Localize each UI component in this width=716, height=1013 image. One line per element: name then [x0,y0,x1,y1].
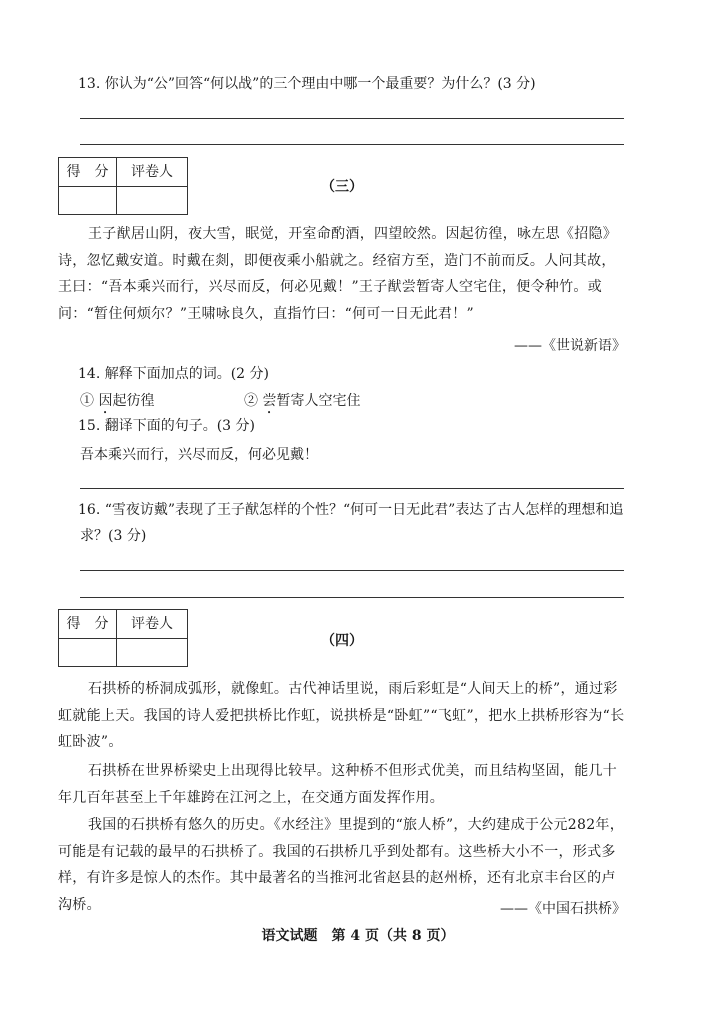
grader-label: 评卷人 [131,164,173,180]
dotted-word: 尝 [262,393,277,409]
q15-sentence: 吾本乘兴而行，兴尽而反，何必见戴！ [80,447,318,463]
question-16-line-2: 求？(3 分) [80,528,147,544]
score-label: 得 分 [59,610,117,638]
grader-cell[interactable] [117,187,187,215]
score-cell[interactable] [59,639,117,667]
score-table [58,609,188,667]
q14-item-2 [244,390,360,417]
score-table [58,157,188,215]
answer-line[interactable] [80,144,624,145]
page-footer: 语文试题 第 4 页（共 8 页） [261,928,455,944]
question-13: 13. 你认为“公”回答“何以战”的三个理由中哪一个最重要？为什么？(3 分) [78,76,536,92]
passage-paragraph-3: 我国的石拱桥有悠久的历史。《水经注》里提到的“旅人桥”，大约建成于公元282年，可能是有记载的最早的石拱桥了。我国的石拱桥几乎到处都有。这些桥大小不一，形式多样，有许多是惊人的杰作。其中最著名的当推河北省赵县的赵州桥，还有北京丰台区的卢沟桥。 [58,817,625,913]
passage-source: ——《世说新语》 [514,338,626,354]
item-text: 暂寄人空宅住 [276,393,361,409]
answer-line[interactable] [80,118,624,119]
item-number: ② [244,393,258,409]
grader-cell[interactable] [117,639,187,667]
section-title-4: （四） [321,633,363,649]
item-number: ① [80,393,94,409]
item-text: 起彷徨 [112,393,155,409]
answer-line[interactable] [80,597,624,598]
passage-source: ——《中国石拱桥》 [500,901,626,917]
question-15: 15. 翻译下面的句子。(3 分) [78,418,255,434]
answer-line[interactable] [80,570,624,571]
section-title-3: （三） [321,179,363,195]
q14-item-1 [80,390,154,417]
score-cell[interactable] [59,187,117,215]
question-16-line-1: 16. “雪夜访戴”表现了王子猷怎样的个性？“何可一日无此君”表达了古人怎样的理想和追 [78,502,624,518]
dotted-word: 因 [98,393,113,409]
passage-paragraph-1: 石拱桥的桥洞成弧形，就像虹。古代神话里说，雨后彩虹是“人间天上的桥”，通过彩虹就能上天。我国的诗人爱把拱桥比作虹，说拱桥是“卧虹”“飞虹”，把水上拱桥形容为“长虹卧波”。 [58,681,625,750]
question-14: 14. 解释下面加点的词。(2 分) [78,366,269,382]
answer-line[interactable] [80,488,624,489]
score-label: 得 分 [59,158,117,186]
classical-passage: 王子猷居山阴，夜大雪，眠觉，开室命酌酒，四望皎然。因起彷徨，咏左思《招隐》诗，忽忆戴安道。时戴在剡，即便夜乘小船就之。经宿方至，造门不前而反。人问其故，王曰：“吾本乘兴而行，兴尽而反，何必见戴！”王子猷尝暂寄人空宅住，便令种竹。或问：“暂住何烦尔？”王啸咏良久，直指竹曰：“何可一日无此君！” [58,226,618,322]
grader-label: 评卷人 [131,616,173,632]
passage-paragraph-2: 石拱桥在世界桥梁史上出现得比较早。这种桥不但形式优美，而且结构坚固，能几十年几百年甚至上千年雄跨在江河之上，在交通方面发挥作用。 [58,763,618,806]
